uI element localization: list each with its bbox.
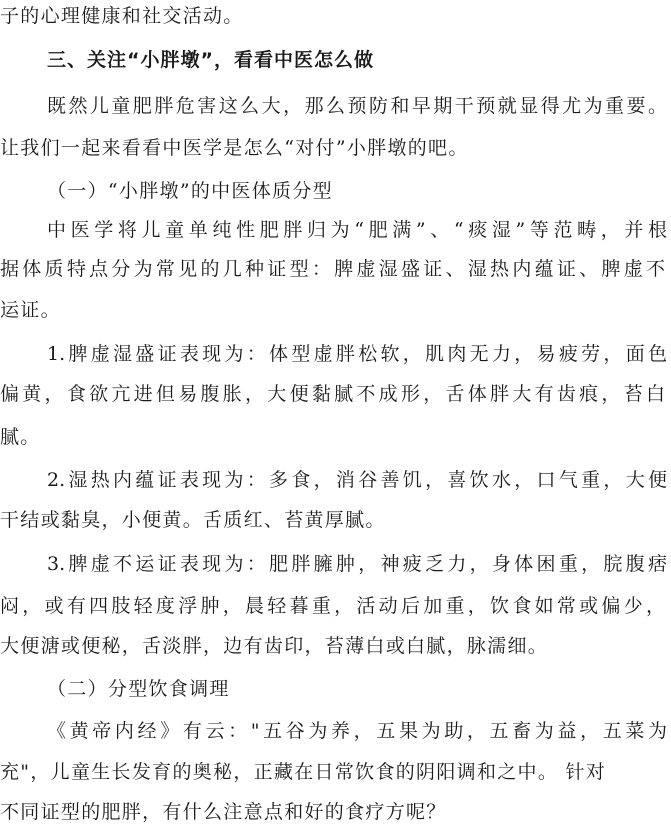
list-item-line: 2.湿热内蕴证表现为：多食，消谷善饥，喜饮水，口气重，大便: [47, 469, 667, 491]
subsection-heading-2: （二）分型饮食调理: [47, 678, 230, 700]
list-item-line: 闷，或有四肢轻度浮肿，晨轻暮重，活动后加重，饮食如常或偏少，: [0, 595, 665, 617]
list-item-line: 大便溏或便秘，舌淡胖，边有齿印，苔薄白或白腻，脉濡细。: [0, 635, 549, 657]
paragraph-line: 既然儿童肥胖危害这么大，那么预防和早期干预就显得尤为重要。: [47, 95, 667, 117]
paragraph-line: 充"，儿童生长发育的奥秘，正藏在日常饮食的阴阳调和之中。 针对: [0, 761, 607, 783]
paragraph-line: 《黄帝内经》有云："五谷为养，五果为助，五畜为益，五菜为: [47, 720, 667, 742]
paragraph-line: 让我们一起来看看中医学是怎么“对付”小胖墩的吧。: [0, 137, 469, 159]
paragraph-line: 据体质特点分为常见的几种证型：脾虚湿盛证、湿热内蕴证、脾虚不: [0, 258, 665, 280]
list-item-line: 干结或黏臭，小便黄。舌质红、苔黄厚腻。: [0, 509, 386, 531]
paragraph-tail-line: 子的心理健康和社交活动。: [0, 5, 244, 27]
list-item-line: 偏黄，食欲亢进但易腹胀，大便黏腻不成形，舌体胖大有齿痕，苔白: [0, 383, 665, 405]
list-item-line: 1.脾虚湿盛证表现为：体型虚胖松软，肌肉无力，易疲劳，面色: [47, 343, 667, 365]
paragraph-line: 中医学将儿童单纯性肥胖归为“肥满”、“痰湿”等范畴，并根: [47, 219, 667, 241]
list-item-line: 腻。: [0, 426, 41, 448]
paragraph-line: 运证。: [0, 299, 61, 321]
list-item-line: 3.脾虚不运证表现为：肥胖臃肿，神疲乏力，身体困重，脘腹痞: [47, 553, 667, 575]
subsection-heading-1: （一）“小胖墩”的中医体质分型: [47, 180, 333, 202]
section-heading-3: 三、关注“小胖墩”，看看中医怎么做: [47, 49, 374, 71]
paragraph-line: 不同证型的肥胖，有什么注意点和好的食疗方呢？: [0, 801, 447, 823]
